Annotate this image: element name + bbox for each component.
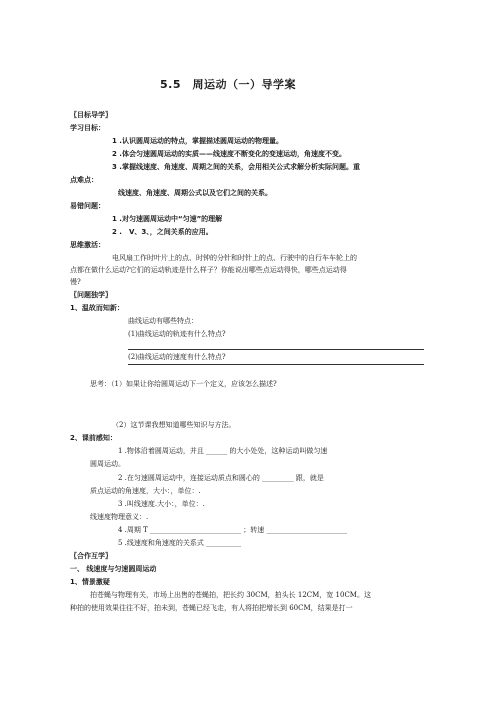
scenario-label: 1、情景激疑 bbox=[70, 578, 110, 586]
objective-3-cont: 点难点： bbox=[70, 176, 98, 184]
page-title: 5.5 周运动（一）导学案 bbox=[160, 78, 296, 91]
prestudy-3-meaning: 线速度物理意义：. bbox=[90, 513, 149, 521]
answer-line-2 bbox=[128, 364, 424, 365]
prestudy-2: 2 .在匀速圆周运动中，连接运动质点和圆心的 _________ 跟，就是 bbox=[118, 474, 324, 482]
answer-line-1 bbox=[128, 349, 424, 350]
stimulate-line-2: 点都在做什么运动?它们的运动轨迹是什么样子？你能说出哪些点运动得快，哪些点运动得 bbox=[70, 266, 347, 274]
scenario-line-2: 种拍的使用效果往往不好，拍未到，苍蝇已经飞走，有人将拍把增长到 60CM，结果是打一 bbox=[70, 604, 353, 612]
part-1-heading: 一、 线速度与匀速圆周运动 bbox=[70, 565, 157, 573]
review-question: 曲线运动有哪些特点： bbox=[128, 317, 198, 325]
review-question-1: (1)曲线运动的轨迹有什么特点? bbox=[128, 330, 226, 338]
stimulate-label: 思维激活： bbox=[70, 241, 105, 249]
coop-heading: 〖合作互学〗 bbox=[70, 552, 112, 560]
objectives-label: 学习目标： bbox=[70, 124, 105, 132]
stimulate-line-3: 慢? bbox=[70, 278, 81, 286]
think-question: 思考：（1）如果让你给圆周运动下一个定义，应该怎么描述? bbox=[90, 380, 277, 388]
stimulate-line-1: 电风扇工作时叶片上的点、时钟的分针和时针上的点、行驶中的自行车车轮上的 bbox=[112, 254, 357, 262]
think-question-2: （2）这节课我想知道哪些知识与方法。 bbox=[112, 421, 236, 429]
prestudy-label: 2、课前感知： bbox=[70, 434, 117, 442]
review-label: 1、温故而知新： bbox=[70, 304, 124, 312]
prestudy-5: 5 .线速度和角速度的关系式 __________ bbox=[118, 539, 242, 547]
prestudy-3: 3 .叫线速度.大小：，单位：. bbox=[118, 500, 205, 508]
review-question-2: (2)曲线运动的速度有什么特点? bbox=[128, 353, 226, 361]
objective-1: 1 .认识圆周运动的特点，掌握描述圆周运动的物理量。 bbox=[112, 137, 283, 145]
goals-heading: 〖目标导学〗 bbox=[70, 111, 112, 119]
error-2: 2 . V、3、，之间关系的应用。 bbox=[112, 228, 213, 236]
prestudy-1: 1 .物体沿着圆周运动，并且 ______ 的大小处处，这种运动叫做匀速 bbox=[118, 447, 328, 455]
objective-3: 3 .掌握线速度、角速度、周期之间的关系，会用相关公式求解分析实际问题。重 bbox=[112, 163, 360, 171]
objective-2: 2 .体会匀速圆周运动的实质——线速度不断变化的变速运动，角速度不变。 bbox=[112, 150, 346, 158]
self-study-heading: 〖问题独学〗 bbox=[70, 291, 112, 299]
key-points: 线速度、角速度、周期公式以及它们之间的关系。 bbox=[118, 189, 272, 197]
prestudy-2-cont: 质点运动的角速度，大小：，单位：. bbox=[90, 487, 201, 495]
prestudy-4: 4 .周期 T __________________________ ；转速 _______________________ bbox=[118, 526, 347, 534]
error-1: 1 .对匀速圆周运动中“匀速”的理解 bbox=[112, 215, 223, 223]
error-label: 易错问题： bbox=[70, 202, 105, 210]
prestudy-1-cont: 圆周运动。 bbox=[90, 460, 125, 468]
scenario-line-1: 拍苍蝇与物理有关，市场上出售的苍蝇拍，把长约 30CM，拍头长 12CM，宽 10CM。这 bbox=[90, 591, 371, 599]
